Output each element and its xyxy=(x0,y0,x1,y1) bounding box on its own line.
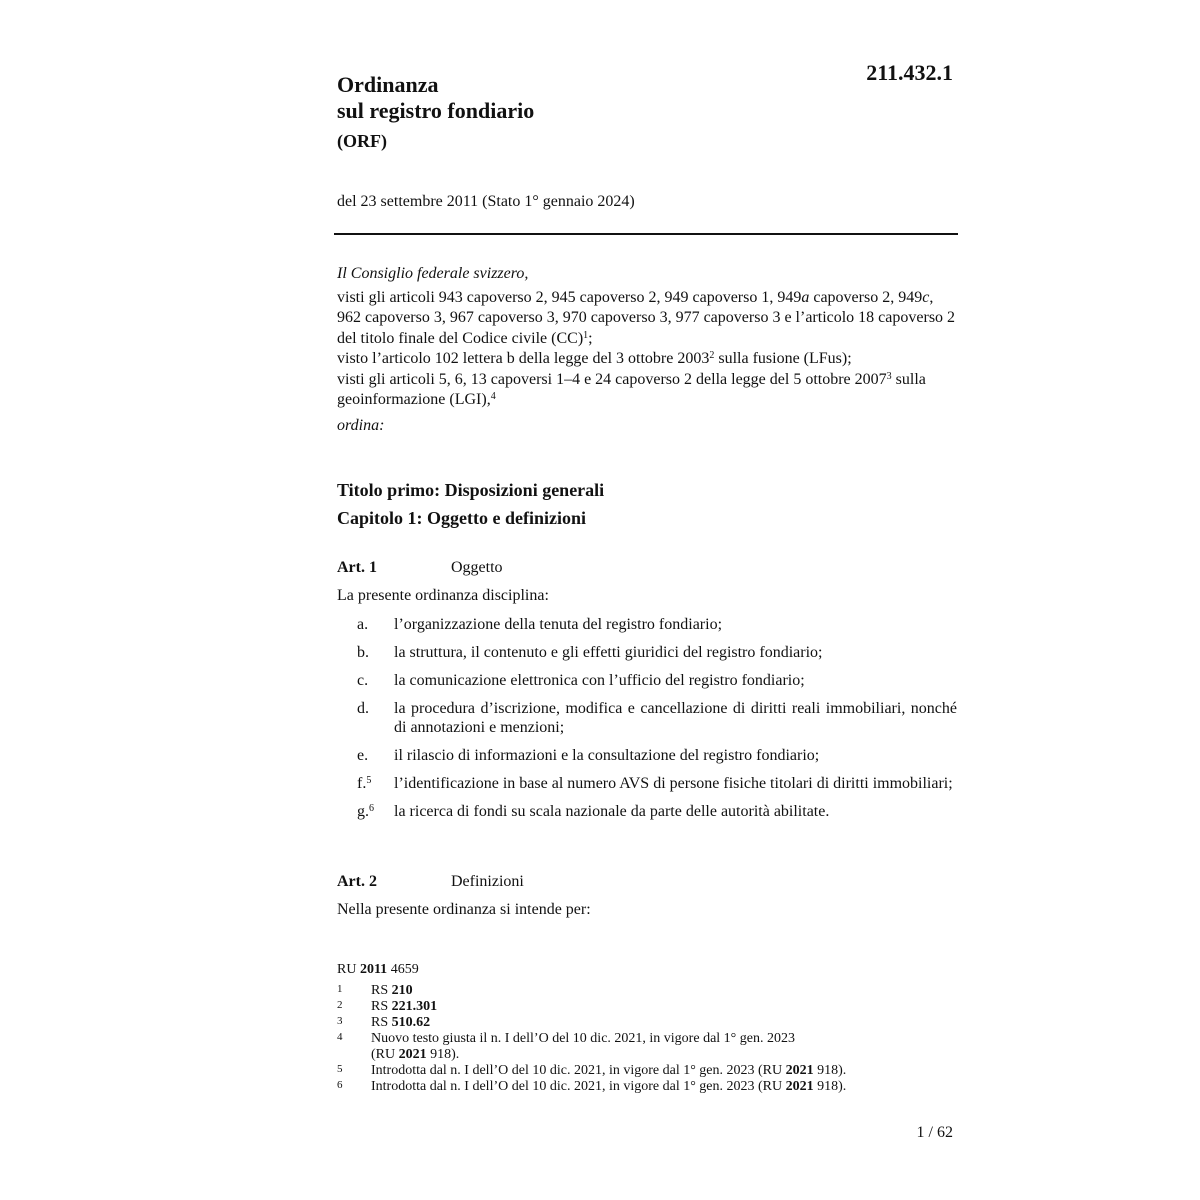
document-title xyxy=(337,72,534,154)
list-marker: f.$^5$ xyxy=(357,775,372,792)
page-number: 1 / 62 xyxy=(916,1124,953,1141)
preamble xyxy=(337,264,957,436)
header-rule xyxy=(334,233,958,235)
footnote-ref[interactable]: 1 xyxy=(583,329,589,341)
list-item-text: la procedura d’iscrizione, modifica e cancellazione di diritti reali immobiliari, nonché di annotazioni e menzioni; xyxy=(394,700,957,736)
article-number: Art. 1 xyxy=(337,559,377,576)
list-marker: c. xyxy=(357,672,369,689)
footnote-number: 3 xyxy=(337,1015,343,1027)
footnote: 2 RS 221.301 xyxy=(337,999,438,1014)
footnote-ref[interactable]: 4 xyxy=(490,391,496,402)
list-item-text: l’identificazione in base al numero AVS di persone fisiche titolari di diritti immobiliari; xyxy=(394,775,953,792)
preamble-authority: Il Consiglio federale svizzero, xyxy=(337,265,529,282)
footnote-number: 6 xyxy=(337,1079,343,1091)
footnote: 6 Introdotta dal n. I dell’O del 10 dic. 2021, in vigore dal 1° gen. 2023 (RU 2021 918). xyxy=(337,1079,847,1094)
list-marker: b. xyxy=(357,644,369,661)
footnote: 3 RS 510.62 xyxy=(337,1015,431,1030)
sr-number: 211.432.1 xyxy=(866,60,953,85)
footnote-number: 1 xyxy=(337,983,343,995)
chapter-heading: Capitolo 1: Oggetto e definizioni xyxy=(337,508,586,528)
preamble-clause-1: visti gli articoli 943 capoverso 2, 945 capoverso 2, 949 capoverso 1, 949a capoverso 2, 949c, 962 capoverso 3, 967 capoverso 3, 970 capoverso 3, 977 capoverso 3 e l’articolo 18 capoverso 2 del titolo finale del Codice civile (CC)$^1$; xyxy=(337,288,956,347)
article-1-intro: La presente ordinanza disciplina: xyxy=(337,587,549,604)
list-item xyxy=(337,643,957,662)
footnote: 5 Introdotta dal n. I dell’O del 10 dic. 2021, in vigore dal 1° gen. 2023 (RU 2021 918). xyxy=(337,1063,847,1078)
article-number: Art. 2 xyxy=(337,873,377,890)
ru-reference: RU 2011 4659 xyxy=(337,962,419,977)
list-item xyxy=(337,802,957,821)
footnote-ref[interactable]: 6 xyxy=(369,803,374,814)
title-line-2: sul registro fondiario xyxy=(337,98,535,123)
title-line-1: Ordinanza xyxy=(337,72,439,97)
title-abbreviation: (ORF) xyxy=(337,131,387,151)
list-item xyxy=(337,699,957,737)
list-item xyxy=(337,746,957,765)
footnotes xyxy=(337,962,957,1095)
preamble-ordains: ordina: xyxy=(337,416,385,434)
footnote-number: 4 xyxy=(337,1031,343,1043)
article-title: Oggetto xyxy=(451,559,503,576)
title-heading: Titolo primo: Disposizioni generali xyxy=(337,480,605,500)
list-item-text: la struttura, il contenuto e gli effetti giuridici del registro fondiario; xyxy=(394,644,823,661)
document-page xyxy=(337,0,957,1200)
list-marker: a. xyxy=(357,616,369,633)
list-marker: g.$^6$ xyxy=(357,803,374,820)
footnote-list xyxy=(337,983,957,1095)
footnote-ref[interactable]: 5 xyxy=(366,775,372,786)
list-item-text: la ricerca di fondi su scala nazionale da parte delle autorità abilitate. xyxy=(394,803,830,820)
preamble-clause-2: visto l’articolo 102 lettera b della legge del 3 ottobre 2003$^2$ sulla fusione (LFus); xyxy=(337,350,852,367)
list-item-text: la comunicazione elettronica con l’ufficio del registro fondiario; xyxy=(394,672,805,689)
footnote-number: 2 xyxy=(337,999,343,1011)
footnote: 1 RS 210 xyxy=(337,983,413,998)
footnote-ref[interactable]: 2 xyxy=(709,350,715,361)
article-2-heading xyxy=(337,873,524,891)
footnote-number: 5 xyxy=(337,1063,343,1075)
article-1-list xyxy=(337,615,957,830)
list-item-text: il rilascio di informazioni e la consultazione del registro fondiario; xyxy=(394,747,820,764)
list-marker: d. xyxy=(357,700,369,717)
preamble-clause-3: visti gli articoli 5, 6, 13 capoversi 1–4 e 24 capoverso 2 della legge del 5 ottobre 2007$^3$ sulla geoinformazione (LGI),$^4$ xyxy=(337,370,926,408)
article-title: Definizioni xyxy=(451,873,524,890)
footnote: 4 Nuovo testo giusta il n. I dell’O del 10 dic. 2021, in vigore dal 1° gen. 2023 (RU 2021 918). xyxy=(337,1031,795,1062)
list-item xyxy=(337,774,957,793)
date-line: del 23 settembre 2011 (Stato 1° gennaio 2024) xyxy=(337,193,635,210)
list-item xyxy=(337,615,957,634)
article-1-heading xyxy=(337,559,503,577)
article-2-intro: Nella presente ordinanza si intende per: xyxy=(337,901,591,918)
footnote-ref[interactable]: 3 xyxy=(886,370,892,382)
list-item-text: l’organizzazione della tenuta del registro fondiario; xyxy=(394,616,723,633)
list-marker: e. xyxy=(357,747,369,764)
list-item xyxy=(337,671,957,690)
